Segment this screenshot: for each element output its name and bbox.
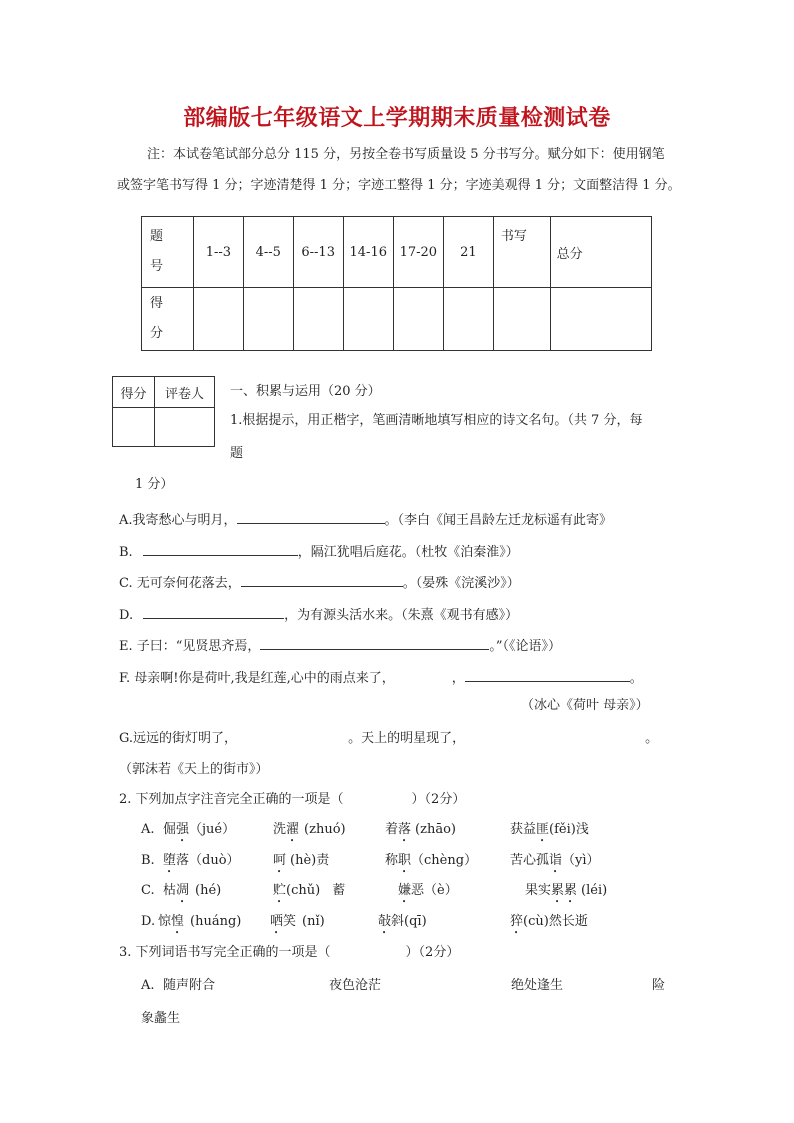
q2-a-word-4: 获益匪(fěi)浅 [510, 822, 589, 837]
reviewer-score-label: 得分 [113, 377, 155, 408]
q2-d-word-3: 敧斜(qī) [378, 914, 427, 929]
score-cell-2[interactable] [243, 288, 293, 351]
answer-blank-e[interactable] [260, 634, 489, 650]
q3-a-word-4-start: 险 [652, 978, 666, 993]
score-table-score-row [142, 288, 652, 351]
q2-c-word-2: 贮(chǔ) 蓄 [273, 883, 346, 898]
q2-c-word-3: 嫌恶（è） [398, 883, 458, 898]
q2-b-word-2: 呵 (hè)责 [273, 853, 330, 868]
score-cell-5[interactable] [393, 288, 443, 351]
answer-blank-c[interactable] [241, 571, 403, 587]
score-table [141, 216, 652, 351]
q1-item-a: A.我寄愁心与明月， 。（李白《闻王昌龄左迁龙标遥有此寄》 [119, 508, 612, 530]
score-label-cell [142, 288, 194, 351]
note-line-2: 或签字笔书写得 1 分；字迹清楚得 1 分；字迹工整得 1 分；字迹美观得 1 分；文面整洁得 1 分。 [117, 178, 681, 193]
q2-d-word-4: 猝(cù)然长逝 [510, 914, 588, 929]
score-cell-7[interactable] [493, 288, 550, 351]
q1-item-b: B. ，隔江犹唱后庭花。（杜牧《泊秦淮》） [119, 540, 519, 562]
q2-a-word-2: 洗濯 (zhuó) [273, 822, 346, 837]
reviewer-name-label: 评卷人 [155, 377, 215, 408]
q2-option-d-label: D. [141, 914, 156, 929]
answer-blank-f[interactable] [465, 666, 630, 682]
score-col-6: 21 [443, 217, 493, 288]
score-label-1: 得 [150, 296, 164, 311]
score-cell-3[interactable] [293, 288, 343, 351]
q2-option-a-label: A. [141, 822, 155, 837]
q2-b-word-1: 堕落（duò） [163, 853, 240, 868]
q2-a-word-3: 着落 (zhāo) [385, 822, 456, 837]
q1-item-g: G.远远的街灯明了， 。天上的明星现了， 。 [119, 731, 659, 746]
q2-b-word-4: 苦心孤诣（yì） [510, 853, 600, 868]
q1-item-f: F. 母亲啊!你是荷叶,我是红莲,心中的雨点来了， ， 。 [119, 666, 643, 688]
score-table-header-row [142, 217, 652, 288]
q1-stem-line-2: 题 [230, 446, 244, 461]
q2-d-word-1: 惊惶 (huáng) [158, 914, 242, 929]
q3-a-word-1: 随声附合 [163, 978, 216, 993]
page-title: 部编版七年级语文上学期期末质量检测试卷 [183, 105, 611, 131]
answer-blank-d[interactable] [143, 603, 284, 619]
score-cell-8[interactable] [550, 288, 651, 351]
q3-a-word-4-end: 象蠡生 [141, 1011, 181, 1026]
answer-blank-b[interactable] [143, 540, 298, 556]
q3-a-word-2: 夜色沧茫 [329, 978, 382, 993]
score-col-7: 书写 [493, 217, 550, 288]
q2-c-word-1: 枯凋 (hé) [163, 883, 222, 898]
reviewer-box [112, 376, 215, 447]
q1-stem-line-1: 1.根据提示，用正楷字，笔画清晰地填写相应的诗文名句。（共 7 分，每 [230, 413, 643, 428]
score-label-2: 分 [150, 326, 164, 341]
note-line-1: 注：本试卷笔试部分总分 115 分，另按全卷书写质量设 5 分书写分。赋分如下：使用钢笔 [147, 147, 665, 162]
q1-item-d: D. ，为有源头活水来。（朱熹《观书有感》） [119, 603, 518, 625]
score-header-2: 号 [150, 259, 164, 274]
q2-b-word-3: 称职（chèng） [385, 853, 478, 868]
q2-option-b-label: B. [141, 853, 155, 868]
score-header-1: 题 [150, 229, 164, 244]
q2-option-c-label: C. [141, 883, 155, 898]
score-cell-4[interactable] [343, 288, 393, 351]
q3-a-word-3: 绝处逢生 [511, 978, 564, 993]
score-header-cell [142, 217, 194, 288]
q1-item-g-source: （郭沫若《天上的街市》） [119, 762, 269, 777]
score-cell-6[interactable] [443, 288, 493, 351]
q1-item-e: E. 子曰：“见贤思齐焉， 。”（《论语》） [119, 634, 561, 656]
score-col-1: 1--3 [194, 217, 244, 288]
score-col-3: 6--13 [293, 217, 343, 288]
q2-a-word-1: 倔强（jué） [163, 822, 236, 837]
q1-stem-line-3: 1 分） [135, 477, 174, 492]
q2-d-word-2: 哂笑 (nǐ) [270, 914, 325, 929]
score-cell-1[interactable] [194, 288, 244, 351]
answer-blank-a[interactable] [237, 508, 385, 524]
q1-item-f-source: （冰心《荷叶 母亲》） [521, 698, 649, 713]
q3-option-a-label: A. [141, 978, 155, 993]
reviewer-score-cell[interactable] [113, 408, 155, 447]
section-1-heading: 一、积累与运用（20 分） [230, 384, 381, 399]
q2-stem: 2. 下列加点字注音完全正确的一项是（ ）（2分） [119, 792, 466, 807]
reviewer-name-cell[interactable] [155, 408, 215, 447]
score-col-5: 17-20 [393, 217, 443, 288]
q1-item-c: C. 无可奈何花落去， 。（晏殊《浣溪沙》） [119, 571, 520, 593]
score-col-4: 14-16 [343, 217, 393, 288]
q3-stem: 3. 下列词语书写完全正确的一项是（ ）（2分） [119, 945, 460, 960]
score-col-8: 总分 [550, 217, 651, 288]
score-col-2: 4--5 [243, 217, 293, 288]
q2-c-word-4: 果实累累 (léi) [525, 883, 608, 898]
